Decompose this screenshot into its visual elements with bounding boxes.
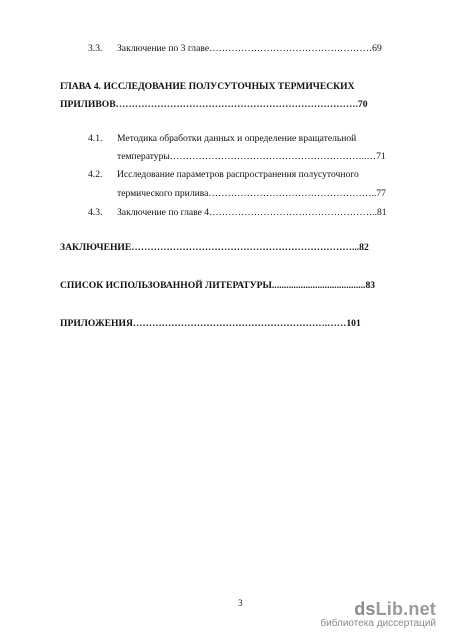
toc-entry-text: Заключение по главе 4……………………………………………..81 — [117, 207, 387, 218]
watermark-subtitle: библиотека диссертаций — [320, 618, 436, 629]
toc-entry-text: Заключение по 3 главе……………………………………………69 — [117, 43, 382, 54]
toc-entry-number: 4.1. — [88, 133, 103, 144]
toc-entry-text: Исследование параметров распространения полусуточного — [117, 169, 359, 180]
toc-chapter-4-line-2-text: ПРИЛИВОВ………………………………………………………………….70 — [60, 99, 368, 110]
toc-entry-4-2-continued: термического прилива……………………………………………..77 — [117, 188, 386, 199]
page-number: 3 — [238, 598, 243, 608]
toc-entry-number: 3.3. — [88, 43, 103, 54]
toc-entry-number: 4.3. — [88, 207, 103, 218]
toc-chapter-4-line-1: ГЛАВА 4. ИССЛЕДОВАНИЕ ПОЛУСУТОЧНЫХ ТЕРМИЧЕСКИХ — [60, 81, 355, 92]
toc-entry-text: Методика обработки данных и определение вращательной — [117, 133, 357, 144]
toc-entry-4-1-continued: температуры……………………………………………………..…71 — [117, 151, 386, 162]
toc-literature: СПИСОК ИСПОЛЬЗОВАННОЙ ЛИТЕРАТУРЫ.......................................83 — [60, 280, 376, 291]
dslib-watermark — [320, 599, 436, 629]
toc-appendices: ПРИЛОЖЕНИЯ…………………………………………………….……101 — [60, 318, 361, 329]
watermark-logo: dsLib.net — [354, 599, 436, 619]
toc-conclusion: ЗАКЛЮЧЕНИЕ……………………………………………………………...82 — [60, 242, 369, 253]
toc-entry-number: 4.2. — [88, 169, 103, 180]
toc-chapter-4-line-2 — [60, 99, 368, 111]
